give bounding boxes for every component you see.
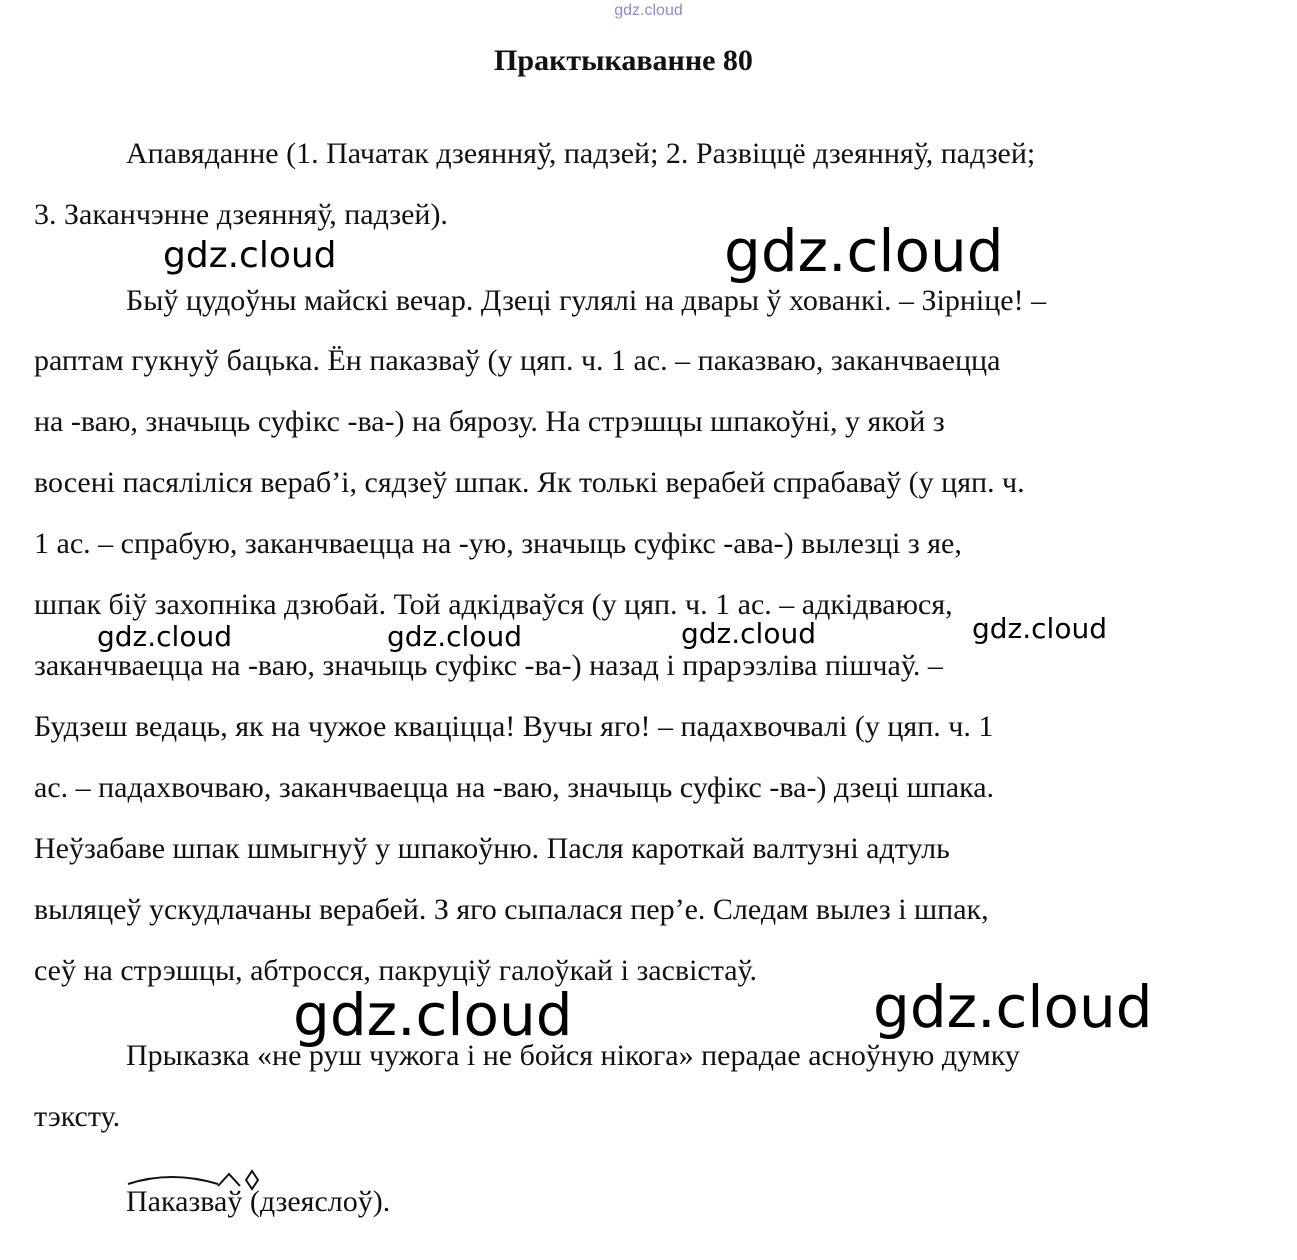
- morpheme-marks: [126, 1168, 266, 1192]
- page-title: Практыкаванне 80: [494, 44, 753, 77]
- watermark: gdz.cloud: [972, 612, 1107, 645]
- story-line-2: раптам гукнуў бацька. Ён паказваў (у цяп. ч. 1 ас. – паказваю, заканчваецца: [34, 344, 1001, 377]
- story-line-1: Быў цудоўны майскі вечар. Дзеці гулялі на двары ў хованкі. – Зірніце! –: [126, 284, 1047, 317]
- story-line-4: восені пасяліліся вераб’і, сядзеў шпак. Як толькі верабей спрабаваў (у цяп. ч.: [34, 466, 1025, 499]
- watermark: gdz.cloud: [724, 217, 1004, 285]
- story-line-8: Будзеш ведаць, як на чужое кваціцца! Вучы яго! – падахвочвалі (у цяп. ч. 1: [34, 710, 994, 743]
- watermark: gdz.cloud: [681, 617, 816, 650]
- watermark: gdz.cloud: [163, 235, 337, 276]
- watermark: gdz.cloud: [293, 981, 573, 1049]
- story-line-7: заканчваецца на -ваю, значыць суфікс -ва-) назад і прарэзліва пішчаў. –: [34, 649, 943, 682]
- story-line-3: на -ваю, значыць суфікс -ва-) на бярозу. На стрэшцы шпакоўні, у якой з: [34, 405, 945, 438]
- watermark: gdz.cloud: [97, 620, 232, 653]
- proverb-line-2: тэксту.: [34, 1100, 121, 1133]
- proverb-line-1: Прыказка «не руш чужога і не бойся нікога» перадае асноўную думку: [126, 1039, 1020, 1072]
- word-analysis: [126, 1182, 390, 1222]
- story-line-12: сеў на стрэшцы, абтросся, пакруціў галоўкай і засвістаў.: [34, 954, 758, 987]
- watermark-top: gdz.cloud: [614, 2, 683, 19]
- analyzed-word-text: Паказваў: [126, 1185, 243, 1218]
- analysis-rest: (дзеяслоў).: [242, 1185, 391, 1218]
- story-line-11: выляцеў ускудлачаны верабей. З яго сыпалася пер’е. Следам вылез і шпак,: [34, 893, 989, 926]
- analyzed-word: [126, 1182, 242, 1222]
- story-line-5: 1 ас. – спрабую, заканчваецца на -ую, значыць суфікс -ава-) вылезці з яе,: [34, 527, 962, 560]
- watermark: gdz.cloud: [387, 620, 522, 653]
- story-line-9: ас. – падахвочваю, заканчваецца на -ваю, значыць суфікс -ва-) дзеці шпака.: [34, 771, 995, 804]
- intro-line-2: 3. Заканчэнне дзеянняў, падзей).: [34, 198, 448, 231]
- story-line-10: Неўзабаве шпак шмыгнуў у шпакоўню. Пасля кароткай валтузні адтуль: [34, 832, 950, 865]
- watermark: gdz.cloud: [873, 973, 1153, 1041]
- story-line-6: шпак біў захопніка дзюбай. Той адкідваўся (у цяп. ч. 1 ас. – адкідваюся,: [34, 588, 953, 621]
- intro-line-1: Апавяданне (1. Пачатак дзеянняў, падзей; 2. Развіццё дзеянняў, падзей;: [126, 137, 1036, 170]
